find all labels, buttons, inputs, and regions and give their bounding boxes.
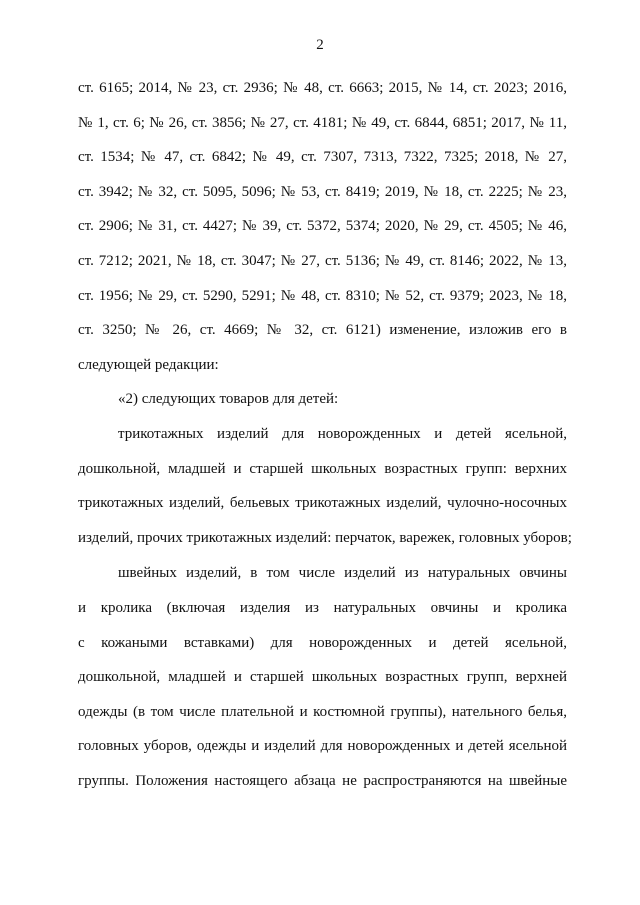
text-line: дошкольной, младшей и старшей школьных возрастных групп, верхней bbox=[78, 669, 567, 686]
text-line: следующей редакции: bbox=[78, 356, 219, 373]
text-line: с кожаными вставками) для новорожденных и детей ясельной, bbox=[78, 634, 567, 651]
text-line: одежды (в том числе плательной и костюмной группы), нательного белья, bbox=[78, 703, 567, 720]
text-line: головных уборов, одежды и изделий для новорожденных и детей ясельной bbox=[78, 738, 567, 755]
document-body bbox=[78, 71, 572, 798]
text-line: ст. 3250; № 26, ст. 4669; № 32, ст. 6121) изменение, изложив его в bbox=[78, 322, 567, 339]
text-line: трикотажных изделий, бельевых трикотажных изделий, чулочно-носочных bbox=[78, 495, 567, 512]
page-number: 2 bbox=[316, 37, 324, 53]
text-line: ст. 6165; 2014, № 23, ст. 2936; № 48, ст. 6663; 2015, № 14, ст. 2023; 2016, bbox=[78, 80, 567, 96]
text-line: группы. Положения настоящего абзаца не распространяются на швейные bbox=[78, 772, 567, 789]
text-line: изделий, прочих трикотажных изделий: перчаток, варежек, головных уборов; bbox=[78, 529, 572, 546]
paragraph-start: трикотажных изделий для новорожденных и детей ясельной, bbox=[118, 425, 567, 442]
text-line: ст. 1956; № 29, ст. 5290, 5291; № 48, ст. 8310; № 52, ст. 9379; 2023, № 18, bbox=[78, 287, 567, 304]
text-line: ст. 2906; № 31, ст. 4427; № 39, ст. 5372, 5374; 2020, № 29, ст. 4505; № 46, bbox=[78, 218, 567, 235]
text-line: и кролика (включая изделия из натуральных овчины и кролика bbox=[78, 599, 567, 616]
paragraph-start: швейных изделий, в том числе изделий из натуральных овчины bbox=[118, 565, 567, 582]
text-line: ст. 3942; № 32, ст. 5095, 5096; № 53, ст. 8419; 2019, № 18, ст. 2225; № 23, bbox=[78, 183, 567, 200]
text-line: дошкольной, младшей и старшей школьных возрастных групп: верхних bbox=[78, 460, 567, 477]
text-line: ст. 1534; № 47, ст. 6842; № 49, ст. 7307, 7313, 7322, 7325; 2018, № 27, bbox=[78, 149, 567, 166]
paragraph-start: «2) следующих товаров для детей: bbox=[118, 391, 339, 408]
text-line: ст. 7212; 2021, № 18, ст. 3047; № 27, ст. 5136; № 49, ст. 8146; 2022, № 13, bbox=[78, 252, 567, 269]
text-line: № 1, ст. 6; № 26, ст. 3856; № 27, ст. 4181; № 49, ст. 6844, 6851; 2017, № 11, bbox=[78, 114, 567, 131]
